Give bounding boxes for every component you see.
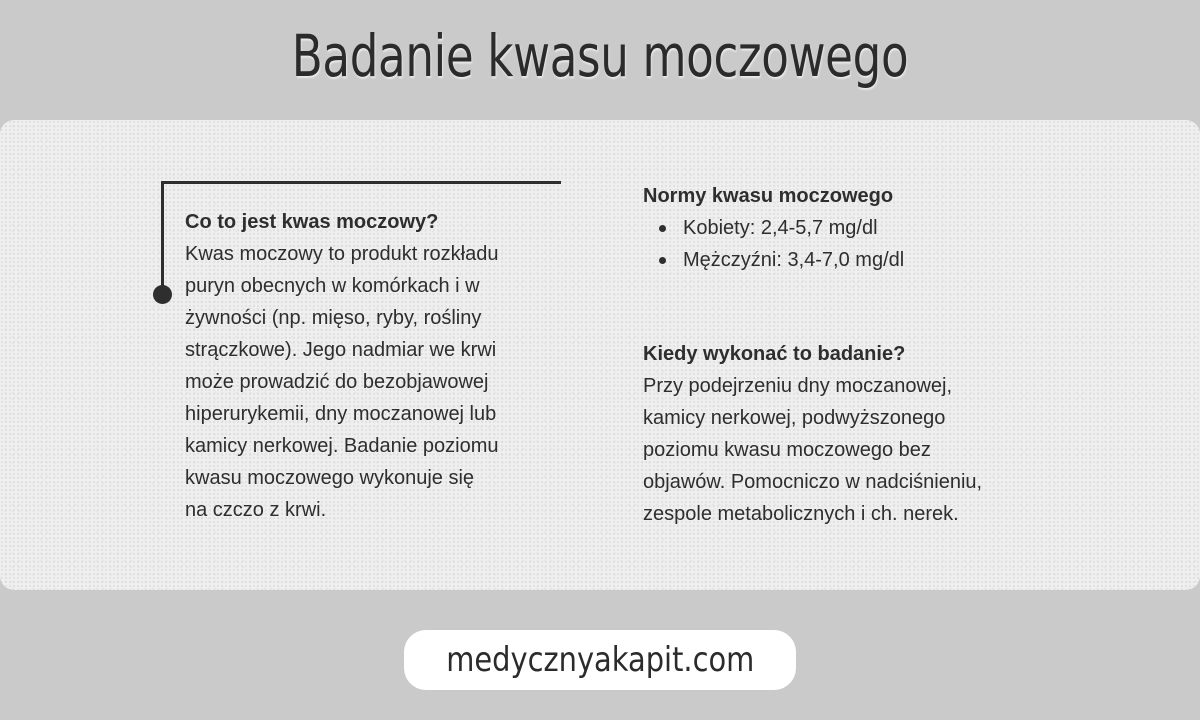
- footer-site-badge: [404, 630, 796, 690]
- definition-line: na czczo z krwi.: [185, 499, 327, 521]
- definition-line: strączkowe). Jego nadmiar we krwi: [185, 339, 497, 361]
- bracket-line-horizontal: [161, 181, 561, 184]
- norms-heading: Normy kwasu moczowego: [643, 185, 894, 207]
- definition-line: żywności (np. mięso, ryby, rośliny: [185, 307, 482, 329]
- when-line: zespole metabolicznych i ch. nerek.: [643, 503, 959, 525]
- when-line: objawów. Pomocniczo w nadciśnieniu,: [643, 471, 983, 493]
- when-heading: Kiedy wykonać to badanie?: [643, 343, 906, 365]
- definition-line: puryn obecnych w komórkach i w: [185, 275, 480, 297]
- norms-list-item: Kobiety: 2,4-5,7 mg/dl: [643, 212, 1063, 244]
- definition-line: kamicy nerkowej. Badanie poziomu: [185, 435, 499, 457]
- bracket-dot-icon: [153, 285, 172, 304]
- definition-line: kwasu moczowego wykonuje się: [185, 467, 475, 489]
- norms-list: [643, 212, 1063, 276]
- when-line: kamicy nerkowej, podwyższonego: [643, 407, 946, 429]
- when-line: poziomu kwasu moczowego bez: [643, 439, 931, 461]
- norms-list-item: Mężczyźni: 3,4-7,0 mg/dl: [643, 244, 1063, 276]
- page-title: Badanie kwasu moczowego: [291, 22, 909, 90]
- definition-heading: Co to jest kwas moczowy?: [185, 211, 439, 233]
- definition-section: [185, 206, 565, 526]
- definition-line: Kwas moczowy to produkt rozkładu: [185, 243, 499, 265]
- bracket-line-vertical: [161, 181, 164, 295]
- norms-section: [643, 180, 1063, 276]
- definition-line: hiperurykemii, dny moczanowej lub: [185, 403, 497, 425]
- when-line: Przy podejrzeniu dny moczanowej,: [643, 375, 953, 397]
- definition-line: może prowadzić do bezobjawowej: [185, 371, 489, 393]
- footer-site-label: medycznyakapit.com: [445, 640, 755, 680]
- when-section: [643, 338, 1063, 530]
